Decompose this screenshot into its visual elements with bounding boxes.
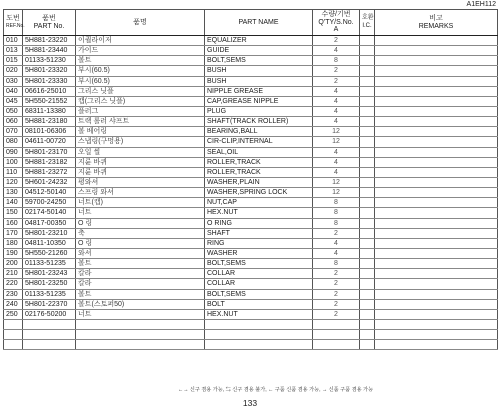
header-ic: 호환 I.C. (360, 10, 375, 36)
qty-cell: 4 (313, 157, 360, 167)
remarks-cell (375, 238, 498, 248)
korean-name-cell: 스냅링(구멍용) (76, 137, 205, 147)
part-no-cell: 5H801-23250 (23, 279, 76, 289)
qty-cell: 8 (313, 218, 360, 228)
ref-no-cell: 060 (4, 117, 23, 127)
korean-name-cell: 플러그 (76, 106, 205, 116)
korean-name-cell: 볼 베어링 (76, 127, 205, 137)
korean-name-cell (76, 319, 205, 329)
part-name-cell: RING (205, 238, 313, 248)
part-no-cell: 01133-51230 (23, 56, 76, 66)
part-name-cell: BOLT,SEMS (205, 259, 313, 269)
table-row (4, 208, 498, 218)
part-no-cell: 5H881-23220 (23, 36, 76, 46)
remarks-cell (375, 66, 498, 76)
remarks-cell (375, 299, 498, 309)
ic-cell (360, 157, 375, 167)
ref-no-cell: 130 (4, 188, 23, 198)
korean-name-cell: 칼라 (76, 269, 205, 279)
ref-no-cell: 150 (4, 208, 23, 218)
table-row (4, 106, 498, 116)
remarks-cell (375, 177, 498, 187)
qty-cell: 4 (313, 96, 360, 106)
korean-name-cell: 지륜 바퀴 (76, 157, 205, 167)
qty-cell: 2 (313, 66, 360, 76)
remarks-cell (375, 157, 498, 167)
part-no-cell: 5H881-23440 (23, 46, 76, 56)
ref-no-cell: 200 (4, 259, 23, 269)
qty-cell: 4 (313, 86, 360, 96)
ic-cell (360, 96, 375, 106)
table-row (4, 96, 498, 106)
compatibility-legend: ←→ 신구 겸용 가능, ⇆ 신구 겸용 불가, ← 구품 신품 겸용 가능, → 신품 구품 겸용 가능 (178, 387, 374, 393)
table-row (4, 340, 498, 350)
qty-cell: 4 (313, 238, 360, 248)
page-number: 133 (242, 398, 258, 408)
part-no-cell: 04611-00720 (23, 137, 76, 147)
remarks-cell (375, 218, 498, 228)
table-row (4, 177, 498, 187)
table-row (4, 66, 498, 76)
part-name-cell (205, 319, 313, 329)
remarks-cell (375, 96, 498, 106)
qty-cell: 2 (313, 36, 360, 46)
table-row (4, 36, 498, 46)
qty-cell: 2 (313, 299, 360, 309)
table-row (4, 167, 498, 177)
part-name-cell: SHAFT (205, 228, 313, 238)
remarks-cell (375, 198, 498, 208)
table-row (4, 137, 498, 147)
korean-name-cell: 와셔 (76, 248, 205, 258)
korean-name-cell: 볼트 (76, 289, 205, 299)
ic-cell (360, 76, 375, 86)
part-no-cell: 59700-24250 (23, 198, 76, 208)
remarks-cell (375, 269, 498, 279)
korean-name-cell: 볼트 (76, 56, 205, 66)
table-row (4, 259, 498, 269)
part-no-cell: 06616-25010 (23, 86, 76, 96)
part-name-cell: ROLLER,TRACK (205, 157, 313, 167)
part-no-cell: 5H550-21260 (23, 248, 76, 258)
remarks-cell (375, 279, 498, 289)
korean-name-cell: 부시(60.5) (76, 76, 205, 86)
table-row (4, 188, 498, 198)
table-row (4, 218, 498, 228)
part-name-cell: NIPPLE GREASE (205, 86, 313, 96)
korean-name-cell: 너트 (76, 309, 205, 319)
remarks-cell (375, 188, 498, 198)
table-row (4, 198, 498, 208)
qty-cell: 4 (313, 248, 360, 258)
part-name-cell: BOLT,SEMS (205, 56, 313, 66)
ref-no-cell: 140 (4, 198, 23, 208)
korean-name-cell: 축 (76, 228, 205, 238)
ref-no-cell (4, 330, 23, 340)
ic-cell (360, 36, 375, 46)
part-name-cell: WASHER,PLAIN (205, 177, 313, 187)
remarks-cell (375, 36, 498, 46)
part-no-cell: 01133-51235 (23, 259, 76, 269)
remarks-cell (375, 137, 498, 147)
ic-cell (360, 147, 375, 157)
part-name-cell: BOLT,SEMS (205, 289, 313, 299)
part-no-cell: 5H801-22370 (23, 299, 76, 309)
ic-cell (360, 46, 375, 56)
ref-no-cell: 170 (4, 228, 23, 238)
qty-cell: 2 (313, 309, 360, 319)
table-row (4, 248, 498, 258)
part-name-cell (205, 330, 313, 340)
part-no-cell: 04811-10350 (23, 238, 76, 248)
part-no-cell: 5H801-23330 (23, 76, 76, 86)
ic-cell (360, 117, 375, 127)
korean-name-cell: 볼트 (76, 259, 205, 269)
part-name-cell: CIR-CLIP,INTERNAL (205, 137, 313, 147)
table-row (4, 269, 498, 279)
korean-name-cell: 평와셔 (76, 177, 205, 187)
ref-no-cell (4, 319, 23, 329)
table-row (4, 238, 498, 248)
ic-cell (360, 218, 375, 228)
remarks-cell (375, 289, 498, 299)
qty-cell: 12 (313, 137, 360, 147)
korean-name-cell: 오일 씰 (76, 147, 205, 157)
part-name-cell: HEX.NUT (205, 309, 313, 319)
ref-no-cell (4, 340, 23, 350)
ref-no-cell: 020 (4, 66, 23, 76)
ic-cell (360, 127, 375, 137)
qty-cell: 2 (313, 269, 360, 279)
qty-cell: 4 (313, 147, 360, 157)
ref-no-cell: 030 (4, 76, 23, 86)
table-row (4, 127, 498, 137)
part-name-cell: NUT,CAP (205, 198, 313, 208)
ic-cell (360, 86, 375, 96)
korean-name-cell (76, 340, 205, 350)
ref-no-cell: 070 (4, 127, 23, 137)
qty-cell: 4 (313, 167, 360, 177)
remarks-cell (375, 259, 498, 269)
ic-cell (360, 137, 375, 147)
korean-name-cell: 지륜 바퀴 (76, 167, 205, 177)
ref-no-cell: 080 (4, 137, 23, 147)
ic-cell (360, 259, 375, 269)
table-row (4, 147, 498, 157)
korean-name-cell: 스프링 와셔 (76, 188, 205, 198)
table-row (4, 330, 498, 340)
ref-no-cell: 160 (4, 218, 23, 228)
ic-cell (360, 228, 375, 238)
part-no-cell: 5H601-24232 (23, 177, 76, 187)
part-no-cell: 5H550-21552 (23, 96, 76, 106)
part-name-cell: GUIDE (205, 46, 313, 56)
part-name-cell: BUSH (205, 66, 313, 76)
parts-table-body (4, 36, 498, 350)
table-row (4, 56, 498, 66)
table-row (4, 279, 498, 289)
qty-cell: 4 (313, 106, 360, 116)
part-name-cell: PLUG (205, 106, 313, 116)
qty-cell: 4 (313, 46, 360, 56)
ref-no-cell: 120 (4, 177, 23, 187)
korean-name-cell: 칼라 (76, 279, 205, 289)
qty-cell: 12 (313, 127, 360, 137)
remarks-cell (375, 319, 498, 329)
part-no-cell (23, 330, 76, 340)
ic-cell (360, 106, 375, 116)
header-korean-name: 품명 (76, 10, 205, 36)
part-name-cell: WASHER (205, 248, 313, 258)
qty-cell (313, 340, 360, 350)
part-name-cell (205, 340, 313, 350)
ic-cell (360, 340, 375, 350)
ref-no-cell: 015 (4, 56, 23, 66)
part-name-cell: BOLT (205, 299, 313, 309)
table-row (4, 299, 498, 309)
remarks-cell (375, 167, 498, 177)
qty-cell: 8 (313, 56, 360, 66)
ref-no-cell: 210 (4, 269, 23, 279)
part-name-cell: O RING (205, 218, 313, 228)
part-name-cell: ROLLER,TRACK (205, 167, 313, 177)
part-no-cell: 5H801-23170 (23, 147, 76, 157)
remarks-cell (375, 76, 498, 86)
table-row (4, 309, 498, 319)
korean-name-cell: 캡(그리스 닛플) (76, 96, 205, 106)
table-row (4, 157, 498, 167)
header-part-name: PART NAME (205, 10, 313, 36)
part-no-cell: 08101-06306 (23, 127, 76, 137)
part-no-cell: 04512-50140 (23, 188, 76, 198)
part-name-cell: BEARING,BALL (205, 127, 313, 137)
ic-cell (360, 56, 375, 66)
table-row (4, 76, 498, 86)
part-no-cell: 5H881-23180 (23, 117, 76, 127)
part-name-cell: EQUALIZER (205, 36, 313, 46)
ref-no-cell: 180 (4, 238, 23, 248)
qty-cell: 2 (313, 289, 360, 299)
remarks-cell (375, 147, 498, 157)
ic-cell (360, 208, 375, 218)
part-name-cell: SHAFT(TRACK ROLLER) (205, 117, 313, 127)
part-no-cell: 5H801-23243 (23, 269, 76, 279)
korean-name-cell: 그리스 닛플 (76, 86, 205, 96)
qty-cell: 4 (313, 117, 360, 127)
korean-name-cell: 너트 (76, 208, 205, 218)
header-part-no: 품번 PART No. (23, 10, 76, 36)
part-name-cell: WASHER,SPRING LOCK (205, 188, 313, 198)
remarks-cell (375, 117, 498, 127)
remarks-cell (375, 56, 498, 66)
part-no-cell: 02176-50200 (23, 309, 76, 319)
header-qty: 수량/기번 Q'TY/S.No. A (313, 10, 360, 36)
remarks-cell (375, 309, 498, 319)
part-name-cell: CAP,GREASE NIPPLE (205, 96, 313, 106)
ic-cell (360, 198, 375, 208)
table-row (4, 86, 498, 96)
remarks-cell (375, 208, 498, 218)
korean-name-cell: 트랙 롤러 샤프트 (76, 117, 205, 127)
korean-name-cell (76, 330, 205, 340)
qty-cell: 12 (313, 177, 360, 187)
remarks-cell (375, 228, 498, 238)
korean-name-cell: 너트(캡) (76, 198, 205, 208)
ic-cell (360, 238, 375, 248)
table-row (4, 117, 498, 127)
ic-cell (360, 299, 375, 309)
remarks-cell (375, 340, 498, 350)
header-remarks: 비고 REMARKS (375, 10, 498, 36)
korean-name-cell: 가이드 (76, 46, 205, 56)
part-no-cell: 04817-00350 (23, 218, 76, 228)
table-row (4, 46, 498, 56)
ic-cell (360, 177, 375, 187)
part-no-cell: 01133-51235 (23, 289, 76, 299)
ic-cell (360, 248, 375, 258)
qty-cell: 8 (313, 259, 360, 269)
ic-cell (360, 330, 375, 340)
ref-no-cell: 050 (4, 106, 23, 116)
qty-cell (313, 319, 360, 329)
part-name-cell: SEAL,OIL (205, 147, 313, 157)
ref-no-cell: 250 (4, 309, 23, 319)
ref-no-cell: 040 (4, 86, 23, 96)
part-name-cell: BUSH (205, 76, 313, 86)
qty-cell (313, 330, 360, 340)
ic-cell (360, 279, 375, 289)
ref-no-cell: 110 (4, 167, 23, 177)
header-ref-no: 도번 REF.No. (4, 10, 23, 36)
part-no-cell: 68311-13380 (23, 106, 76, 116)
table-header (4, 10, 498, 36)
ref-no-cell: 240 (4, 299, 23, 309)
ref-no-cell: 013 (4, 46, 23, 56)
ref-no-cell: 045 (4, 96, 23, 106)
table-row (4, 319, 498, 329)
remarks-cell (375, 86, 498, 96)
ref-no-cell: 220 (4, 279, 23, 289)
table-row (4, 289, 498, 299)
remarks-cell (375, 127, 498, 137)
remarks-cell (375, 248, 498, 258)
ref-no-cell: 190 (4, 248, 23, 258)
ic-cell (360, 269, 375, 279)
korean-name-cell: 부시(60.5) (76, 66, 205, 76)
ref-no-cell: 010 (4, 36, 23, 46)
ref-no-cell: 090 (4, 147, 23, 157)
ref-no-cell: 230 (4, 289, 23, 299)
korean-name-cell: 볼트(스토퍼50) (76, 299, 205, 309)
qty-cell: 2 (313, 76, 360, 86)
korean-name-cell: 이퀄라이저 (76, 36, 205, 46)
part-name-cell: COLLAR (205, 279, 313, 289)
corner-code: A1EH112 (466, 1, 496, 8)
ic-cell (360, 188, 375, 198)
part-no-cell: 5H801-23320 (23, 66, 76, 76)
parts-table (3, 9, 498, 350)
part-no-cell: 5H881-23272 (23, 167, 76, 177)
qty-cell: 8 (313, 198, 360, 208)
part-no-cell: 5H801-23210 (23, 228, 76, 238)
korean-name-cell: O 링 (76, 218, 205, 228)
part-no-cell (23, 340, 76, 350)
qty-cell: 12 (313, 188, 360, 198)
part-no-cell: 02174-50140 (23, 208, 76, 218)
table-row (4, 228, 498, 238)
ic-cell (360, 319, 375, 329)
qty-cell: 8 (313, 208, 360, 218)
remarks-cell (375, 46, 498, 56)
ic-cell (360, 167, 375, 177)
qty-cell: 2 (313, 228, 360, 238)
part-no-cell: 5H881-23182 (23, 157, 76, 167)
remarks-cell (375, 106, 498, 116)
part-no-cell (23, 319, 76, 329)
ic-cell (360, 289, 375, 299)
part-name-cell: HEX.NUT (205, 208, 313, 218)
ic-cell (360, 309, 375, 319)
ic-cell (360, 66, 375, 76)
part-name-cell: COLLAR (205, 269, 313, 279)
qty-cell: 2 (313, 279, 360, 289)
ref-no-cell: 100 (4, 157, 23, 167)
remarks-cell (375, 330, 498, 340)
korean-name-cell: O 링 (76, 238, 205, 248)
